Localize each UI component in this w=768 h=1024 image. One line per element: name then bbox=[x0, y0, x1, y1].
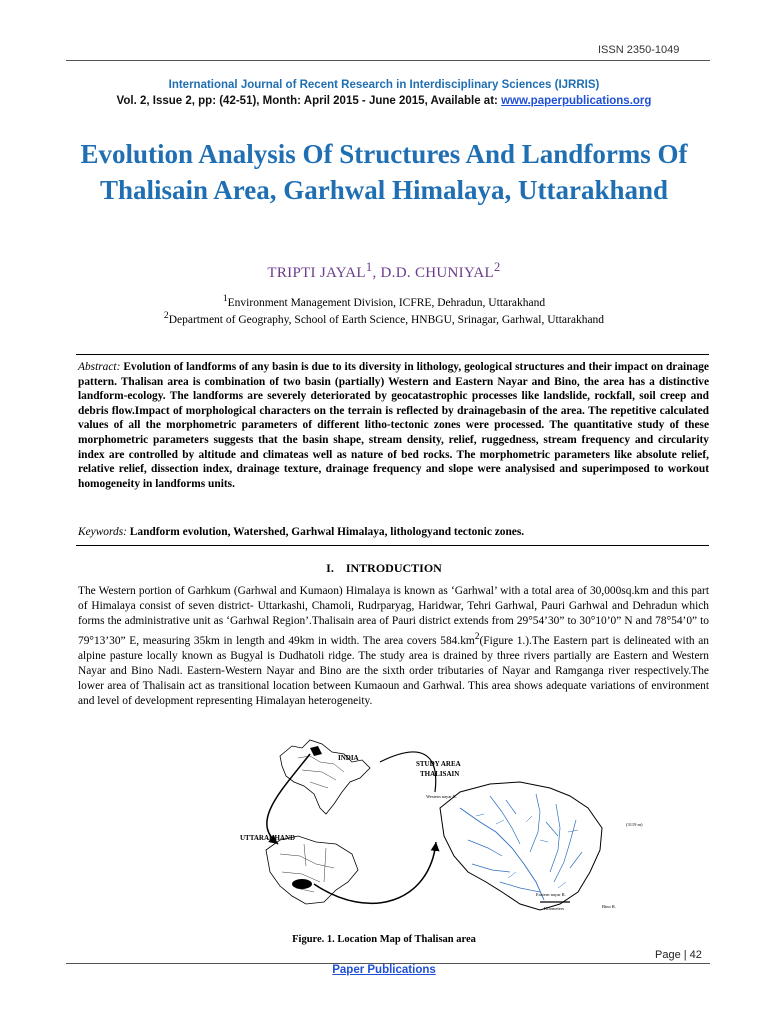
intro-text-1: The Western portion of Garhkum (Garhwal and Kumaon) Himalaya is known as ‘Garhwal’ with a total area of 30,000sq.km and this part of Himalaya consist of seven district- Uttarkashi, Chamoli, Rudrparyag, Haridwar, Tehri Garhwal, Pauri Garhwal and Dehradun which forms the administrative unit as ‘Garhwal Region’.Thalisain area of Pauri district extends from 29°54’30” to 30°10’0” N and 78°54’0” to 79°13’30” E, measuring 35km in length and 49km in width. The area covers 584.km bbox=[78, 585, 709, 647]
section-heading bbox=[0, 561, 768, 576]
section-number: I. bbox=[326, 561, 334, 575]
abstract bbox=[78, 360, 709, 491]
affiliation-1 bbox=[0, 293, 768, 309]
author-2: D.D. CHUNIYAL bbox=[380, 265, 495, 281]
header-rule bbox=[66, 60, 710, 61]
author-1-sup: 1 bbox=[365, 260, 373, 274]
author-2-sup: 2 bbox=[494, 260, 501, 274]
volume-text: Vol. 2, Issue 2, pp: (42-51), Month: April 2015 - June 2015, Available at: bbox=[116, 95, 502, 107]
india-label: INDIA bbox=[338, 754, 359, 762]
abstract-rule-bottom bbox=[76, 545, 709, 546]
affiliation-2-text: Department of Geography, School of Earth Science, HNBGU, Srinagar, Garhwal, Uttarakhand bbox=[168, 313, 605, 326]
introduction-paragraph bbox=[78, 584, 709, 709]
journal-name: International Journal of Recent Research in Interdisciplinary Sciences (IJRRIS) bbox=[168, 79, 600, 91]
author-separator: , bbox=[372, 265, 381, 281]
keywords-text: Landform evolution, Watershed, Garhwal Himalaya, lithologyand tectonic zones. bbox=[129, 526, 525, 538]
location-map-figure bbox=[240, 732, 716, 924]
study-area-label-1: STUDY AREA bbox=[416, 760, 461, 768]
publisher-link[interactable]: Paper Publications bbox=[332, 964, 436, 976]
eastern-nayar-label: Eastern nayar R. bbox=[536, 892, 566, 897]
paper-title: Evolution Analysis Of Structures And Landforms Of Thalisain Area, Garhwal Himalaya, Uttarakhand bbox=[80, 139, 688, 205]
bino-label: Bino R. bbox=[602, 904, 617, 909]
volume-line bbox=[0, 95, 768, 107]
affiliation-2 bbox=[0, 310, 768, 326]
uttarakhand-map bbox=[240, 834, 358, 904]
affiliation-1-sup: 1 bbox=[222, 293, 228, 304]
kilometers-label: Kilometers bbox=[544, 906, 564, 911]
keywords bbox=[78, 526, 709, 538]
issn-label: ISSN 2350-1049 bbox=[598, 44, 680, 56]
abstract-label: Abstract: bbox=[78, 361, 121, 373]
arrow-india-to-uttarakhand bbox=[267, 754, 310, 844]
keywords-label: Keywords: bbox=[78, 526, 127, 538]
section-title: INTRODUCTION bbox=[345, 561, 442, 575]
authors bbox=[0, 260, 768, 282]
uttarakhand-label: UTTARAKHAND bbox=[240, 834, 296, 842]
figure-caption: Figure. 1. Location Map of Thalisan area bbox=[292, 934, 476, 945]
abstract-rule-top bbox=[76, 354, 709, 355]
author-1: TRIPTI JAYAL bbox=[267, 265, 366, 281]
affiliation-2-sup: 2 bbox=[163, 310, 169, 321]
study-area-map bbox=[416, 760, 643, 911]
affiliation-1-text: Environment Management Division, ICFRE, Dehradun, Uttarakhand bbox=[227, 296, 546, 309]
western-nayar-label: Western nayar R. bbox=[426, 794, 458, 799]
intro-sup: 2 bbox=[474, 631, 480, 642]
arrow-uttarakhand-to-study bbox=[314, 842, 436, 903]
intro-text-2: (Figure 1.).The Eastern part is delineated with an alpine pasture locally known as Bugyal is Dudhatoli ridge. The study area is drained by three rivers partially are Eastern and Western Nayar and Bino Nadi. Eastern-Western Nayar and Bino are the sixth order tributaries of Nayar and Ramganga river respectively.The lower area of Thalisain act as transitional location between Kumaoun and Garhwal. This area shows adequate variations of environment and level of development representing Himalayan heterogeneity. bbox=[78, 634, 709, 708]
website-link[interactable]: www.paperpublications.org bbox=[501, 95, 652, 107]
abstract-text: Evolution of landforms of any basin is due to its diversity in lithology, geological structures and their impact on drainage pattern. Thalisan area is combination of two basin (partially) Western and Eastern Nayar and Bino, the area has a distinctive landform-ecology. The landforms are severely deteriorated by geocatastrophic processes like landslide, rockfall, soil creep and debris flow.Impact of morphological characters on the terrain is reflected by drainagebasin of the area. The repetitive calculated values of all the morphometric parameters of different litho-tectonic zones were processed. The quantitative study of these morphometric parameters suggests that the basin shape, stream density, relief, ruggedness, stream frequency and circularity index are controlled by altitude and climateas well as nature of bed rocks. The morphometric parameters like absolute relief, relative relief, dissection index, drainage texture, drainage frequency and slope were analysised and superimposed to workout homogeneity in landforms units. bbox=[78, 361, 709, 490]
study-area-label-2: THALISAIN bbox=[420, 770, 460, 778]
elevation-label: (3119 m) bbox=[626, 822, 643, 827]
india-map bbox=[280, 740, 370, 814]
page-number: Page | 42 bbox=[655, 949, 702, 961]
